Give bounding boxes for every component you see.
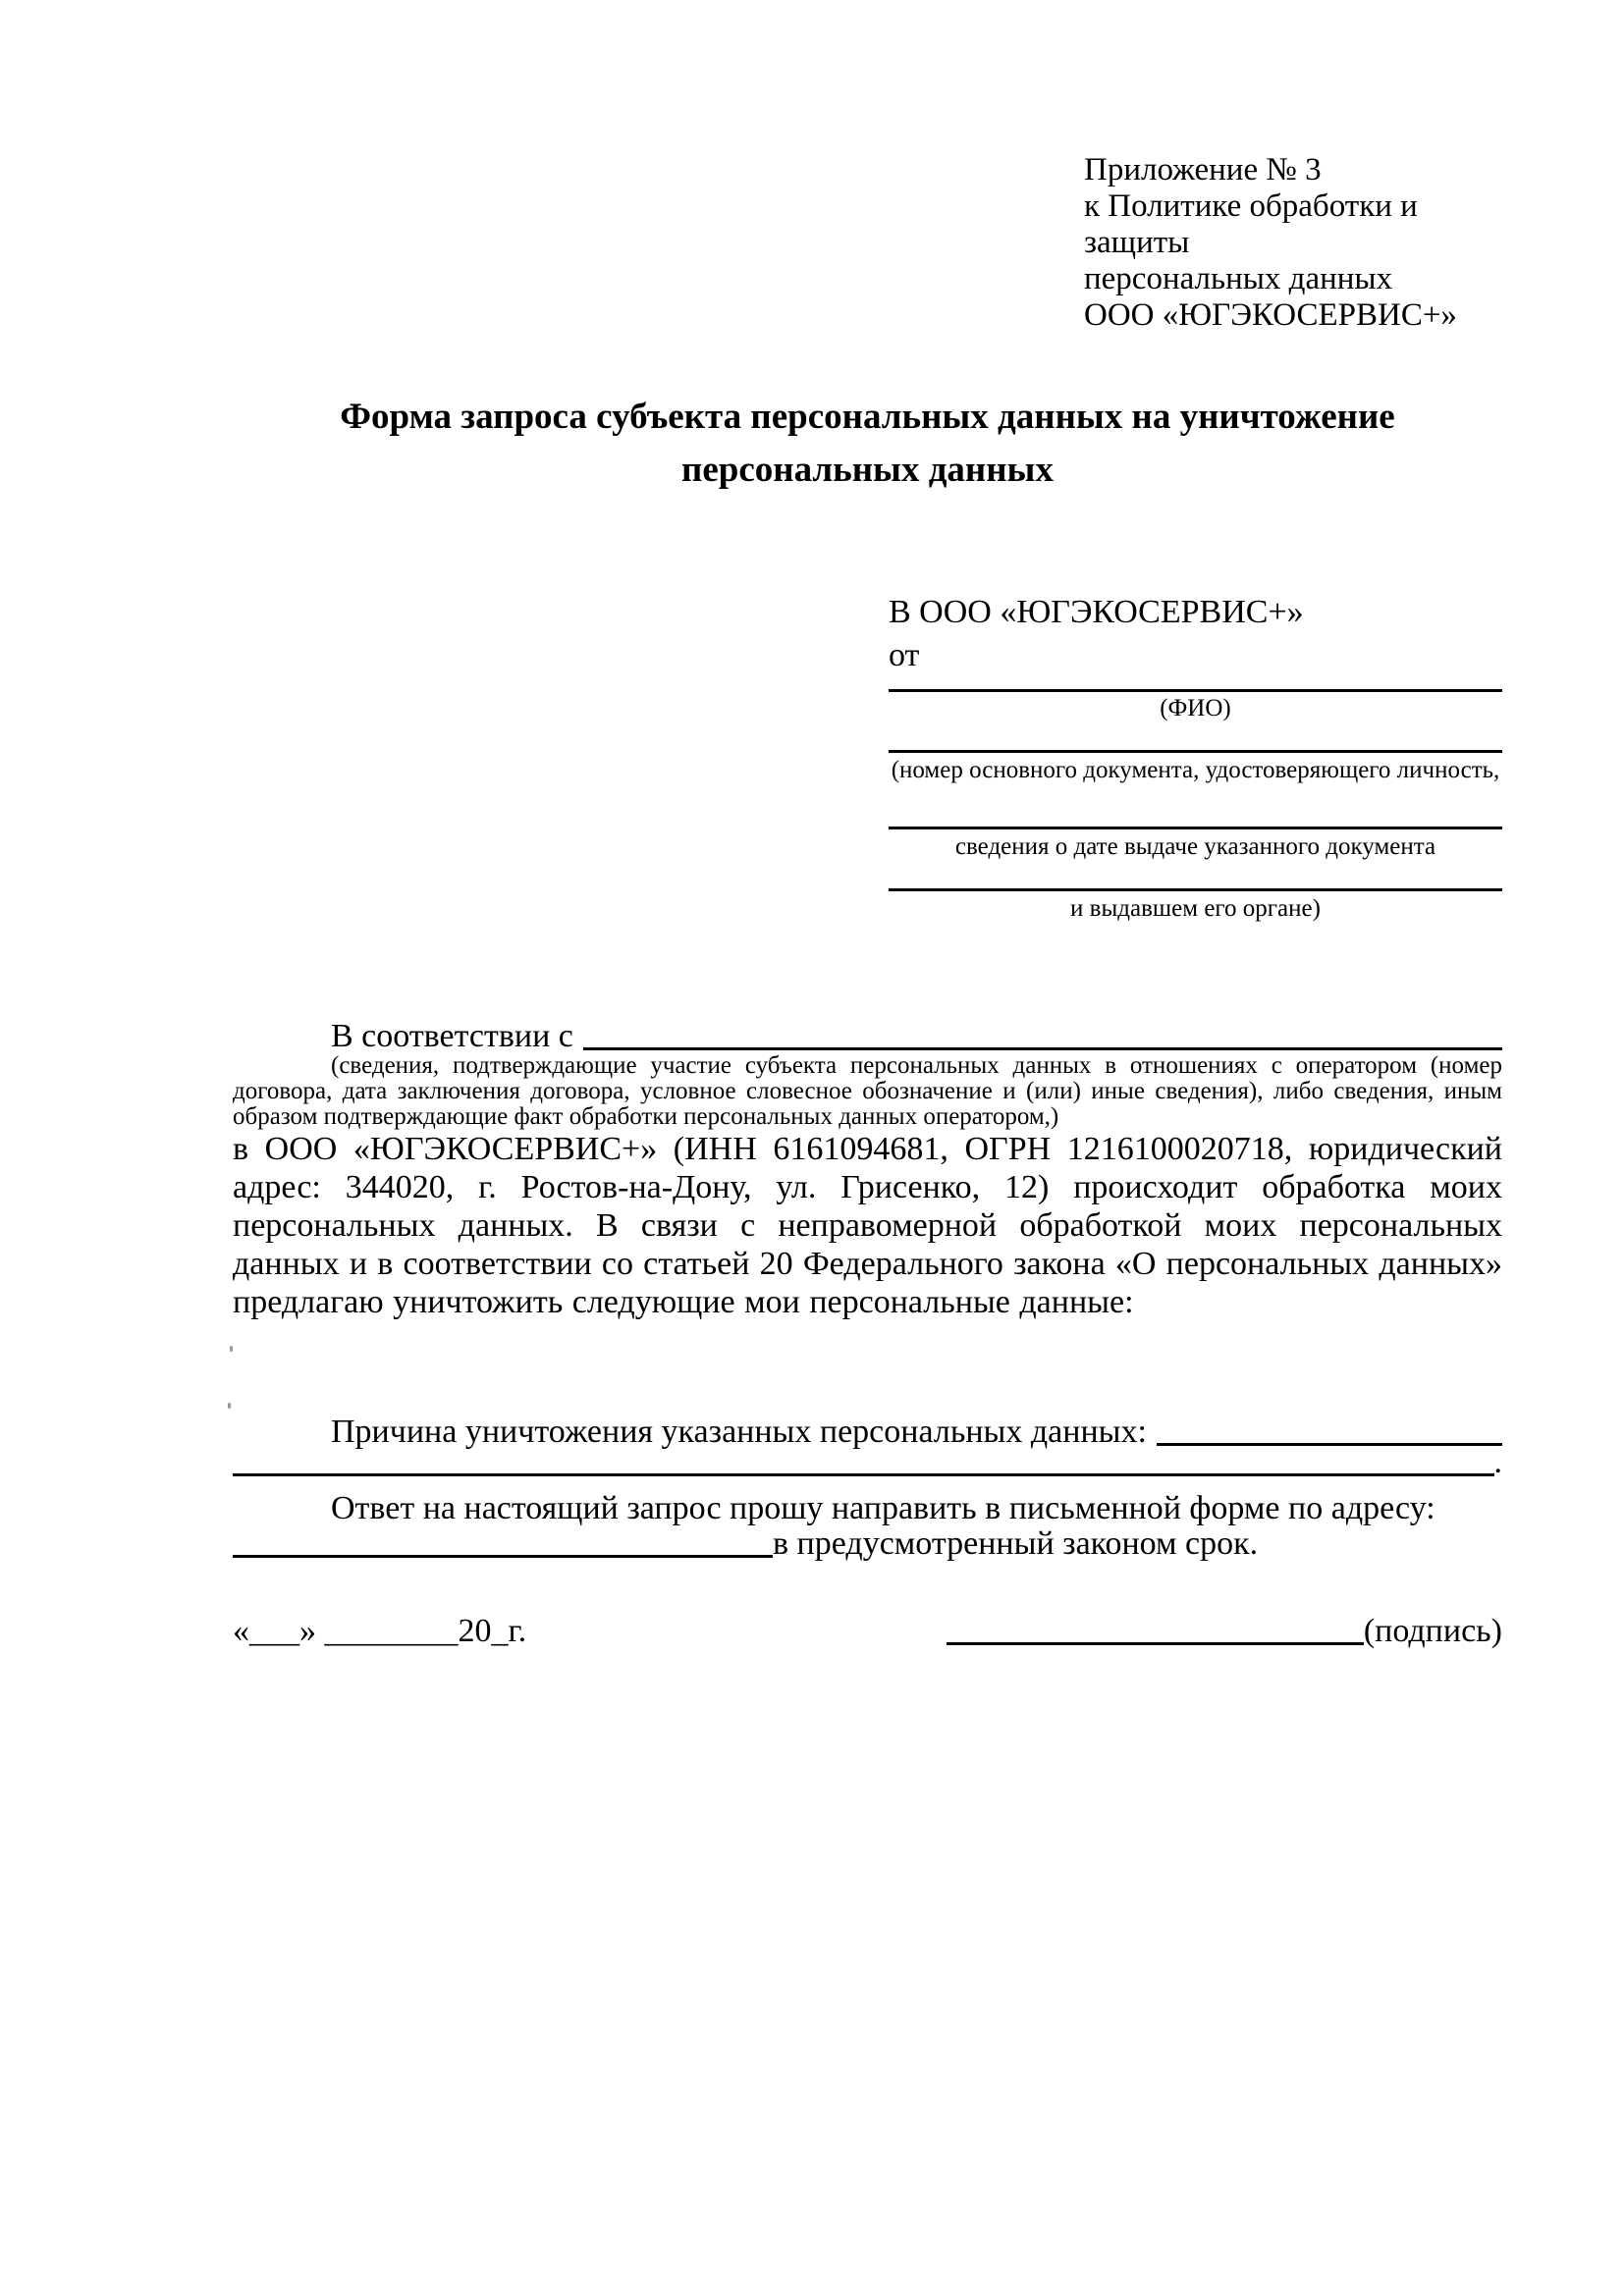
appendix-header-line-1: Приложение № 3	[1084, 152, 1322, 187]
reason-label: Причина уничтожения указанных персональных данных:	[331, 1414, 1147, 1450]
accordance-row	[233, 1015, 1502, 1056]
reason-continuation-row	[233, 1441, 1502, 1482]
reason-period: .	[1493, 1444, 1502, 1480]
date-blank: «___» ________20_г.	[233, 1613, 527, 1649]
fio-caption: (ФИО)	[1160, 695, 1231, 721]
appendix-header-line-3: персональных данных	[1084, 261, 1393, 296]
appendix-header-line-2: к Политике обработки и защиты	[1084, 188, 1418, 260]
recipient-to: В ООО «ЮГЭКОСЕРВИС+»	[889, 594, 1304, 630]
document-title: Форма запроса субъекта персональных данных на уничтожение персональных данных	[340, 397, 1395, 490]
issue-date-caption: сведения о дате выдаче указанного документа	[954, 833, 1436, 860]
signature-caption: (подпись)	[1363, 1613, 1502, 1649]
answer-row-2	[233, 1522, 1502, 1564]
accordance-blank-line	[583, 1047, 1502, 1050]
signature-row	[233, 1608, 1502, 1651]
stray-mark-2	[228, 1403, 231, 1409]
appendix-header-line-4: ООО «ЮГЭКОСЕРВИС+»	[1084, 297, 1457, 333]
main-paragraph: в ООО «ЮГЭКОСЕРВИС+» (ИНН 6161094681, ОГРН 1216100020718, юридический адрес: 344020, г. Ростов-на-Дону, ул. Грисенко, 12) происходит обработка моих персональных данных. В связи с неправомерной обработкой моих персональных данных и в соответствии со статьей 20 Федерального закона «О персональных данных» предлагаю уничтожить следующие мои персональные данные:	[233, 1131, 1502, 1320]
accordance-label: В соответствии с	[331, 1018, 573, 1054]
stray-mark-1	[230, 1346, 233, 1352]
answer-line-2: в предусмотренный законом срок.	[773, 1525, 1259, 1562]
address-blank-line	[233, 1555, 773, 1558]
document-number-caption: (номер основного документа, удостоверяющего личность,	[891, 757, 1500, 783]
recipient-from-label: от	[889, 637, 920, 673]
reason-continuation-blank-line	[233, 1473, 1494, 1476]
signature-blank-line	[947, 1642, 1364, 1645]
issuing-authority-blank-line	[889, 888, 1502, 891]
appendix-header	[1084, 152, 1526, 334]
issuing-authority-caption: и выдавшем его органе)	[1070, 895, 1321, 922]
signature-group	[947, 1612, 1502, 1651]
accordance-note: (сведения, подтверждающие участие субъекта персональных данных в отношениях с оператором (номер договора, дата заключения договора, условное словесное обозначение и (или) иные сведения), либо сведения, иным образом подтверждающие факт обработки персональных данных оператором,)	[233, 1052, 1502, 1130]
answer-line-1: Ответ на настоящий запрос прошу направить в письменной форме по адресу:	[331, 1490, 1435, 1526]
fio-blank-line	[889, 689, 1502, 692]
issue-date-blank-line	[889, 827, 1502, 829]
document-number-blank-line	[889, 750, 1502, 753]
